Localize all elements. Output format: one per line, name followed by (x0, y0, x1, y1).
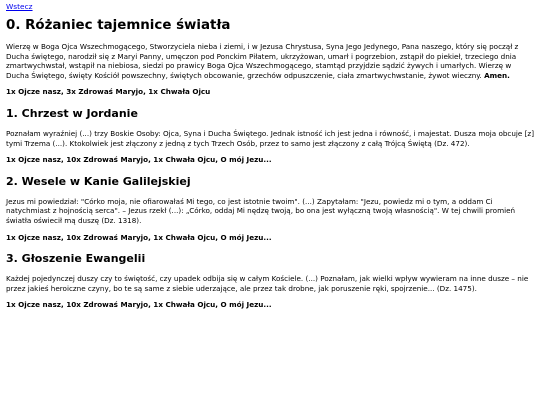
page-title: 0. Różaniec tajemnice światła (6, 18, 231, 33)
mystery-title: 2. Wesele w Kanie Galilejskiej (6, 174, 191, 188)
intro-prayer: 1x Ojcze nasz, 3x Zdrowaś Maryjo, 1x Chwała Ojcu (6, 87, 211, 97)
mystery-prayer: 1x Ojcze nasz, 10x Zdrowaś Maryjo, 1x Chwała Ojcu, O mój Jezu... (6, 155, 272, 165)
mystery-text: Każdej pojedynczej duszy czy to świętość, czy upadek odbija się w całym Kościele. (...) Poznałam, jak wielki wpływ wywieram na inne dusze – nie przez jakieś heroiczne czyny, bo te są same z siebie uderzające, ale przez tak drobne, jak poruszenie ręki, spojrzenie... (Dz. 1475). (6, 274, 529, 293)
mystery-title: 3. Głoszenie Ewangelii (6, 252, 146, 266)
back-link[interactable]: Wstecz (6, 2, 33, 11)
creed-paragraph (6, 42, 534, 80)
mystery-prayer: 1x Ojcze nasz, 10x Zdrowaś Maryjo, 1x Chwała Ojcu, O mój Jezu... (6, 300, 272, 310)
creed-amen: Amen. (484, 70, 510, 80)
mystery-text: Poznałam wyraźniej (...) trzy Boskie Osoby: Ojca, Syna i Ducha Świętego. Jednak istność ich jest jedna i równość, i majestat. Dusza moja obcuje [z] tymi Trzema (...). Ktokolwiek jest złączony z jedną z tych Trzech Osób, przez to samo jest złączony z całą Trójcą Świętą (Dz. 472). (6, 128, 534, 148)
mystery-title: 1. Chrzest w Jordanie (6, 106, 138, 120)
mystery-prayer: 1x Ojcze nasz, 10x Zdrowaś Maryjo, 1x Chwała Ojcu, O mój Jezu... (6, 232, 272, 242)
mystery-text: Jezus mi powiedział: "Córko moja, nie ofiarowałaś Mi tego, co jest istotnie twoim". (...) Zapytałam: "Jezu, powiedz mi o tym, a oddam Ci natychmiast z hojnością serca". – Jezus rzekł (...): „Córko, oddaj Mi nędzę twoją, bo ona jest wyłączną twoją własnością". W tej chwili promień światła oświecił mą duszę (Dz. 1318). (6, 196, 516, 225)
creed-text: Wierzę w Boga Ojca Wszechmogącego, Stworzyciela nieba i ziemi, i w Jezusa Chrystusa, Syna Jego Jedynego, Pana naszego, który się począł z Ducha świętego, narodził się z Maryi Panny, umęczon pod Ponckim Piłatem, ukrzyżowan, umarł i pogrzebion, zstąpił do piekieł, trzeciego dnia zmartwychwstał, wstąpił na niebiosa, siedzi po prawicy Boga Ojca Wszechmogącego, stamtąd przyjdzie sądzić żywych i umarłych. Wierzę w Ducha Świętego, święty Kościół powszechny, świętych obcowanie, grzechów odpuszczenie, ciała zmartwychwstanie, żywot wieczny. (6, 42, 519, 80)
page-content (6, 0, 534, 314)
